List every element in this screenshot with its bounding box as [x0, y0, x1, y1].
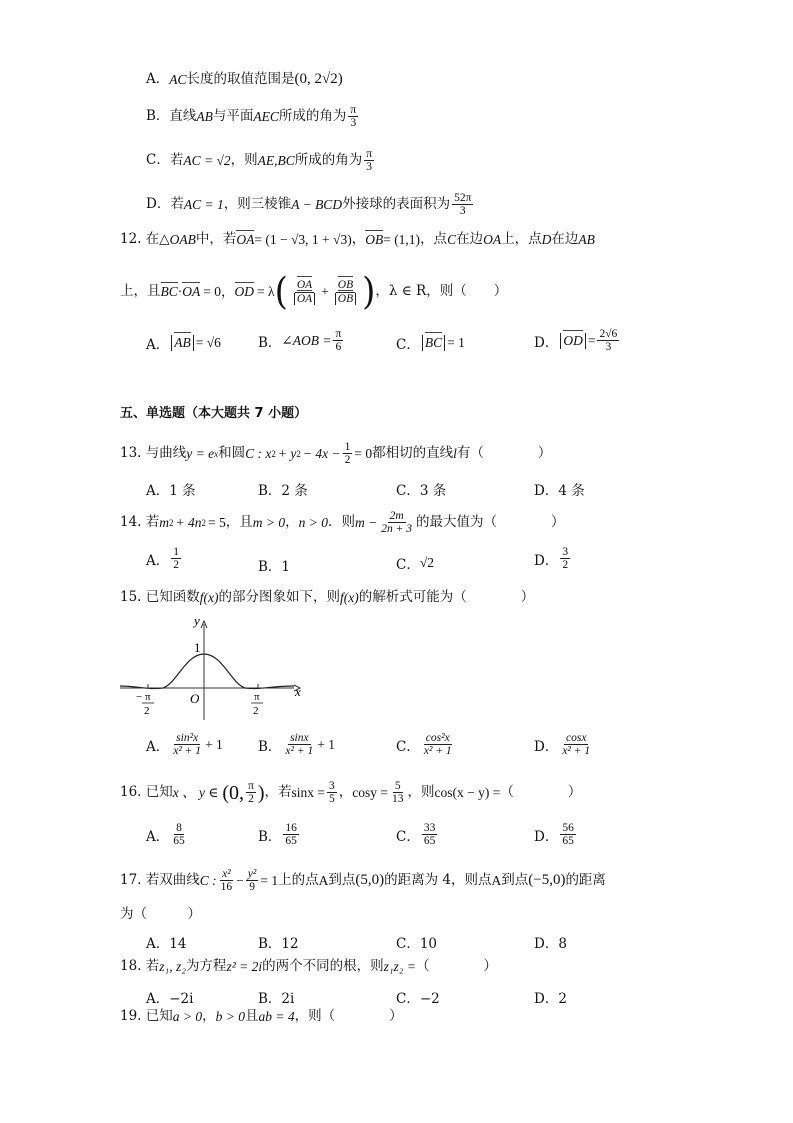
stem-text: 在边	[456, 231, 484, 247]
option-label: C．	[396, 557, 420, 573]
fraction-numerator: 16	[285, 822, 297, 834]
fraction-numerator: π	[335, 328, 342, 340]
stem-text: 上，且	[120, 283, 161, 300]
option-text: ，则三棱锥	[223, 195, 292, 212]
fraction	[331, 279, 360, 304]
fraction	[171, 732, 203, 757]
q11-option-d[interactable]	[146, 192, 475, 217]
vector-bc: BC	[424, 335, 443, 350]
q17-option-d[interactable]	[534, 932, 567, 952]
tick-label-left-den: 2	[144, 705, 150, 717]
option-text: 所成的角为	[294, 151, 363, 168]
stem-text: 在边	[551, 231, 579, 247]
fraction-denominator: OA	[296, 292, 313, 305]
option-text: B．12	[258, 936, 299, 952]
option-text: 所成的角为	[278, 107, 347, 124]
math-expr: z₁, z₂	[159, 959, 186, 974]
math-expr: C : x	[245, 445, 272, 461]
option-value: ∠AOB =	[281, 332, 332, 348]
math-expr: ab = 4	[258, 1009, 295, 1024]
fraction-denominator: 3	[459, 205, 466, 218]
tick-label-left-num: π	[145, 691, 151, 703]
stem-text: 且	[245, 1008, 259, 1024]
fraction	[560, 546, 570, 571]
math-expr: = 1	[260, 872, 279, 888]
option-text: A．1 条	[146, 483, 196, 499]
fraction	[290, 279, 319, 304]
fraction-denominator: x² + 1	[423, 745, 452, 758]
stem-text: ，且	[225, 513, 253, 530]
fraction	[364, 148, 374, 173]
math-expr: = 5	[208, 514, 226, 530]
stem-text: 与曲线	[145, 444, 187, 461]
q17-option-c[interactable]	[396, 932, 437, 952]
option-value: + 1	[205, 736, 223, 752]
fraction-numerator: 52π	[454, 192, 472, 204]
option-text: B．2 条	[258, 483, 308, 499]
fraction	[219, 868, 235, 893]
fraction	[348, 104, 358, 129]
q14-option-b[interactable]	[258, 555, 290, 575]
math-expr: C :	[199, 872, 217, 888]
stem-text: ，	[351, 231, 366, 247]
question-number: 14.	[120, 513, 142, 530]
fraction-numerator: π	[366, 148, 373, 160]
fraction-numerator: 33	[423, 822, 436, 834]
q13-option-b[interactable]	[258, 479, 308, 499]
fraction-denominator: x² + 1	[173, 745, 202, 758]
option-value: =	[587, 332, 596, 348]
y-axis-label: y	[194, 613, 200, 628]
option-text: D．8	[534, 936, 567, 952]
question-number: 16.	[120, 783, 142, 800]
fraction-numerator: 3	[562, 546, 569, 558]
fraction-denominator: 65	[423, 835, 436, 848]
option-label: A．	[146, 738, 170, 755]
math-expr: a > 0	[172, 1009, 203, 1024]
math-interval: (0,	[222, 781, 245, 804]
stem-text: ，若	[264, 783, 292, 800]
q18-option-d[interactable]	[534, 987, 567, 1007]
math-op: +	[321, 284, 329, 300]
math-expr: = 0，	[203, 284, 235, 300]
fraction-denominator: 3	[366, 161, 373, 174]
stem-text: 的最大值为（ ）	[416, 513, 565, 530]
fraction-numerator: y²	[247, 868, 257, 880]
math-expr: + y	[277, 445, 297, 461]
q18-option-a[interactable]	[146, 987, 193, 1007]
fraction	[171, 822, 187, 847]
stem-text: 都相切的直线	[372, 444, 454, 461]
math-expr: f(x)	[199, 590, 219, 605]
q12-option-b[interactable]	[258, 328, 345, 353]
fraction-numerator: cosx	[566, 732, 587, 744]
fraction-denominator: 2	[248, 793, 254, 806]
option-label: D．	[534, 738, 559, 755]
q16-option-a[interactable]	[146, 822, 189, 847]
math-var: l	[453, 445, 457, 461]
math-var: AC	[169, 71, 187, 87]
stem-text: ，则	[407, 783, 435, 800]
option-text: C．10	[396, 936, 438, 952]
q17-stem-line2: 为（ ）	[120, 906, 201, 922]
math-var: AB	[578, 232, 595, 247]
option-label: B．	[258, 738, 282, 755]
option-value: √2	[419, 555, 435, 570]
stem-text: 的两个不同的根，则	[262, 958, 384, 974]
option-label: B．	[258, 334, 282, 351]
fraction-numerator: 2√6	[599, 328, 618, 340]
paren-left: (	[274, 270, 288, 314]
tick-label-right-den: 2	[253, 705, 259, 717]
option-text: ，则	[230, 151, 258, 168]
math-expr: b > 0	[215, 1009, 246, 1024]
fraction-numerator: 56	[562, 822, 574, 834]
fraction-denominator: 3	[350, 117, 357, 130]
option-label: D．	[534, 828, 559, 845]
vector-oa: OA	[182, 284, 201, 300]
q13-option-c[interactable]	[396, 479, 446, 499]
q11-option-a[interactable]	[146, 72, 343, 87]
option-text: C．3 条	[396, 483, 447, 499]
stem-text: ．则	[328, 513, 356, 530]
fraction-denominator: 13	[392, 793, 404, 806]
math-op: ·	[177, 284, 183, 300]
fraction-denominator: OB	[337, 292, 354, 305]
option-text: B．2i	[258, 991, 295, 1007]
q18-option-c[interactable]	[396, 987, 440, 1007]
math-expr: AC = 1	[183, 196, 224, 212]
q12-stem-line1	[120, 233, 595, 247]
q13-option-a[interactable]	[146, 479, 196, 499]
q13-option-d[interactable]	[534, 479, 585, 499]
fraction	[597, 328, 619, 353]
option-value: + 1	[317, 736, 335, 752]
option-text: 若	[169, 151, 184, 168]
math-expr: = 0	[354, 445, 373, 461]
q12-option-d[interactable]	[534, 328, 621, 353]
fraction-numerator: x²	[222, 868, 231, 880]
stem-text: 若双曲线	[145, 871, 200, 888]
option-text: D．4 条	[534, 483, 585, 499]
stem-text: 的距离为 4，则点	[384, 871, 492, 888]
math-point: (−5,0)	[528, 872, 566, 889]
option-text: A．14	[146, 936, 187, 952]
math-expr: = (1 − √3, 1 + √3)	[254, 232, 352, 247]
fraction-denominator: 65	[285, 835, 297, 848]
fraction	[246, 868, 259, 893]
q15-option-d[interactable]	[534, 732, 594, 757]
math-expr: z² = 2i	[226, 959, 263, 974]
fraction-denominator: 2n + 3	[381, 523, 413, 536]
math-interval: )	[257, 781, 265, 804]
math-expr: = (1,1)	[383, 232, 421, 247]
math-expr: cosy =	[352, 784, 389, 800]
stem-text: 为方程	[185, 958, 227, 974]
stem-text: 已知	[145, 783, 173, 800]
q14-option-d[interactable]	[534, 546, 572, 571]
stem-text: 到点	[328, 871, 356, 888]
math-var: AB	[196, 108, 213, 124]
q16-option-d[interactable]	[534, 822, 578, 847]
stem-text: ，λ ∈ R，则（ ）	[375, 283, 508, 300]
stem-text: 的距离	[565, 871, 606, 888]
vector-od: OD	[234, 284, 255, 300]
option-text: 外接球的表面积为	[342, 195, 451, 212]
math-op: −	[236, 872, 244, 888]
stem-text: 和圆	[218, 444, 246, 461]
math-var: A − BCD	[291, 196, 343, 212]
math-expr: = λ	[257, 284, 275, 300]
question-number: 18.	[120, 958, 142, 974]
fraction-denominator: x² + 1	[285, 745, 314, 758]
option-label: D．	[534, 334, 559, 351]
paren-right: )	[362, 270, 376, 314]
math-expr: AC = √2	[183, 152, 231, 168]
q11-option-c[interactable]	[146, 148, 376, 173]
q15-option-a[interactable]	[146, 732, 223, 757]
stem-text: 已知	[145, 1008, 173, 1024]
option-label: A．	[146, 70, 170, 87]
q18-option-b[interactable]	[258, 987, 294, 1007]
stem-text: 中，若	[195, 231, 237, 247]
option-label: C．	[146, 151, 170, 168]
fraction	[560, 732, 592, 757]
stem-text: 若	[145, 958, 160, 974]
fraction-numerator: 8	[176, 822, 182, 834]
math-expr: f(x)	[340, 590, 359, 605]
stem-text: 上的点	[278, 871, 319, 888]
q17-option-b[interactable]	[258, 932, 299, 952]
fraction-numerator: sinx	[290, 732, 309, 744]
fraction	[343, 441, 353, 466]
option-text: B．1	[258, 559, 291, 575]
math-range: (0, 2√2)	[294, 71, 343, 87]
q15-option-b[interactable]	[258, 732, 335, 757]
fraction	[452, 192, 473, 217]
q12-option-a[interactable]	[146, 333, 221, 353]
fraction	[560, 822, 576, 847]
fraction	[333, 328, 343, 353]
fraction-denominator: x² + 1	[562, 745, 591, 758]
stem-text: 有（ ）	[456, 444, 552, 461]
fraction	[379, 510, 414, 535]
question-number: 15.	[120, 589, 142, 605]
fraction-numerator: 1	[173, 546, 179, 558]
fraction-denominator: 6	[335, 341, 342, 354]
fraction-denominator: 65	[562, 835, 574, 848]
vector-od: OD	[563, 332, 583, 348]
q15-stem	[120, 591, 534, 605]
option-value: = √6	[195, 335, 221, 350]
fraction-denominator: 3	[605, 341, 612, 354]
math-var: OA	[483, 232, 502, 247]
q13-stem: 13. 与曲线 y = e x 和圆 C : x 2 + y 2 − 4x − $\frac{1}{2}$ = 0 都相切的直线 l 有（ ）	[120, 441, 552, 467]
vector-ob: OB	[365, 232, 384, 247]
q14-option-a[interactable]	[146, 546, 183, 571]
fraction-denominator: 16	[220, 881, 233, 894]
fraction	[327, 780, 337, 805]
fraction-denominator: 2	[344, 454, 351, 467]
option-text: 长度的取值范围是	[186, 70, 295, 87]
math-var: C	[447, 232, 457, 247]
option-text: 若	[170, 195, 184, 212]
fraction-numerator: 2m	[389, 510, 404, 522]
stem-text: ，	[338, 783, 353, 800]
q12-stem-line2	[120, 272, 507, 312]
fraction-denominator: 65	[173, 835, 185, 848]
fraction-numerator: π	[248, 780, 254, 792]
option-label: A．	[146, 828, 170, 845]
math-expr: − 4x −	[302, 445, 341, 461]
fraction	[246, 780, 256, 805]
fraction-numerator: OB	[337, 279, 354, 292]
q16-stem	[120, 780, 581, 805]
fraction-numerator: 5	[394, 780, 401, 792]
stem-text: ，	[285, 513, 299, 530]
math-var: OAB	[169, 232, 196, 247]
fraction	[283, 732, 315, 757]
fraction	[283, 822, 299, 847]
q17-option-a[interactable]	[146, 932, 186, 952]
option-label: D．	[146, 195, 171, 212]
option-value: = 1	[447, 335, 465, 350]
y-tick-label-1: 1	[194, 640, 201, 655]
math-expr: n > 0	[298, 514, 329, 530]
math-point: (5,0)	[355, 872, 385, 889]
fraction-numerator: cos²x	[425, 732, 450, 744]
question-number: 17.	[120, 871, 142, 888]
fraction-numerator: 3	[329, 780, 335, 792]
function-curve	[120, 654, 294, 689]
q11-option-b[interactable]	[146, 104, 360, 129]
stem-text: （ ）	[500, 783, 582, 800]
tick-label-right-num: π	[254, 691, 260, 703]
question-number: 12.	[120, 231, 142, 247]
q15-option-c[interactable]	[396, 732, 456, 757]
stem-text: 的解析式可能为（ ）	[358, 589, 535, 605]
stem-text: 在△	[145, 231, 170, 247]
tick-label-minus: −	[136, 691, 143, 703]
fraction-denominator: 9	[249, 881, 255, 894]
q16-option-c[interactable]	[396, 822, 439, 847]
question-number: 13.	[120, 444, 142, 461]
stem-text: ，点	[420, 231, 448, 247]
option-text: 直线	[169, 107, 197, 124]
math-var: A	[318, 872, 329, 888]
option-label: A．	[146, 552, 170, 569]
math-expr: + 4n	[175, 514, 202, 530]
stem-text: （ ）	[416, 958, 497, 974]
option-label: C．	[396, 828, 420, 845]
math-var: AEC	[253, 108, 279, 124]
option-label: C．	[396, 337, 420, 353]
stem-text: 已知函数	[145, 589, 200, 605]
q12-option-c[interactable]	[396, 333, 465, 353]
math-expr: cos(x − y) =	[434, 784, 501, 800]
math-expr: x 、 y ∈	[172, 784, 219, 800]
q14-stem: 14. 若 m 2 + 4n 2 = 5 ，且 m > 0 ， n > 0 ．则 m − $\frac{2m}{2n + 3}$ 的最大值为（ ）	[120, 510, 565, 536]
stem-text: 到点	[501, 871, 529, 888]
origin-label: O	[190, 691, 200, 706]
option-text: 与平面	[212, 107, 254, 124]
math-var: AE,BC	[257, 152, 295, 168]
option-text: C．−2	[396, 991, 440, 1007]
stem-text: ，	[202, 1008, 216, 1024]
fraction-numerator: π	[350, 104, 357, 116]
x-axis-label: x	[295, 684, 301, 699]
option-text: A．−2i	[146, 991, 194, 1007]
fraction-denominator: 2	[562, 559, 569, 572]
fraction	[390, 780, 406, 805]
fraction	[171, 546, 181, 571]
vector-bc: BC	[160, 284, 178, 300]
q14-option-c[interactable]	[396, 553, 434, 573]
function-graph	[118, 612, 308, 722]
option-label: B．	[258, 828, 282, 845]
math-var: D	[541, 232, 552, 247]
stem-text: 的部分图象如下，则	[218, 589, 341, 605]
stem-text: 若	[145, 513, 160, 530]
math-expr: z₁z₂ =	[383, 959, 416, 974]
stem-text: 上，点	[501, 231, 542, 247]
fraction-numerator: sin²x	[176, 732, 199, 744]
vector-ab: AB	[174, 335, 191, 350]
fraction-numerator: OA	[296, 279, 313, 292]
option-text: D．2	[534, 991, 567, 1007]
option-label: B．	[146, 107, 170, 124]
q16-option-b[interactable]	[258, 822, 301, 847]
fraction	[422, 822, 438, 847]
math-expr: m −	[355, 514, 378, 530]
q18-stem	[120, 960, 497, 974]
fraction	[422, 732, 454, 757]
q17-stem-line1	[120, 868, 606, 893]
section-heading: 五、单选题（本大题共 7 小题）	[120, 406, 308, 421]
option-label: C．	[396, 738, 420, 755]
q19-stem	[120, 1010, 403, 1024]
math-expr: m	[159, 514, 170, 530]
math-expr: y = e	[186, 445, 215, 461]
math-var: A	[491, 872, 502, 888]
vector-oa: OA	[236, 232, 255, 247]
stem-text: ，则（ ）	[294, 1008, 403, 1024]
fraction-denominator: 5	[329, 793, 335, 806]
option-label: A．	[146, 337, 170, 353]
option-label: D．	[534, 552, 559, 569]
fraction-denominator: 2	[173, 559, 179, 572]
fraction-numerator: 1	[344, 441, 351, 453]
math-expr: m > 0	[252, 514, 286, 530]
math-expr: sinx =	[291, 784, 326, 800]
question-number: 19.	[120, 1008, 142, 1024]
